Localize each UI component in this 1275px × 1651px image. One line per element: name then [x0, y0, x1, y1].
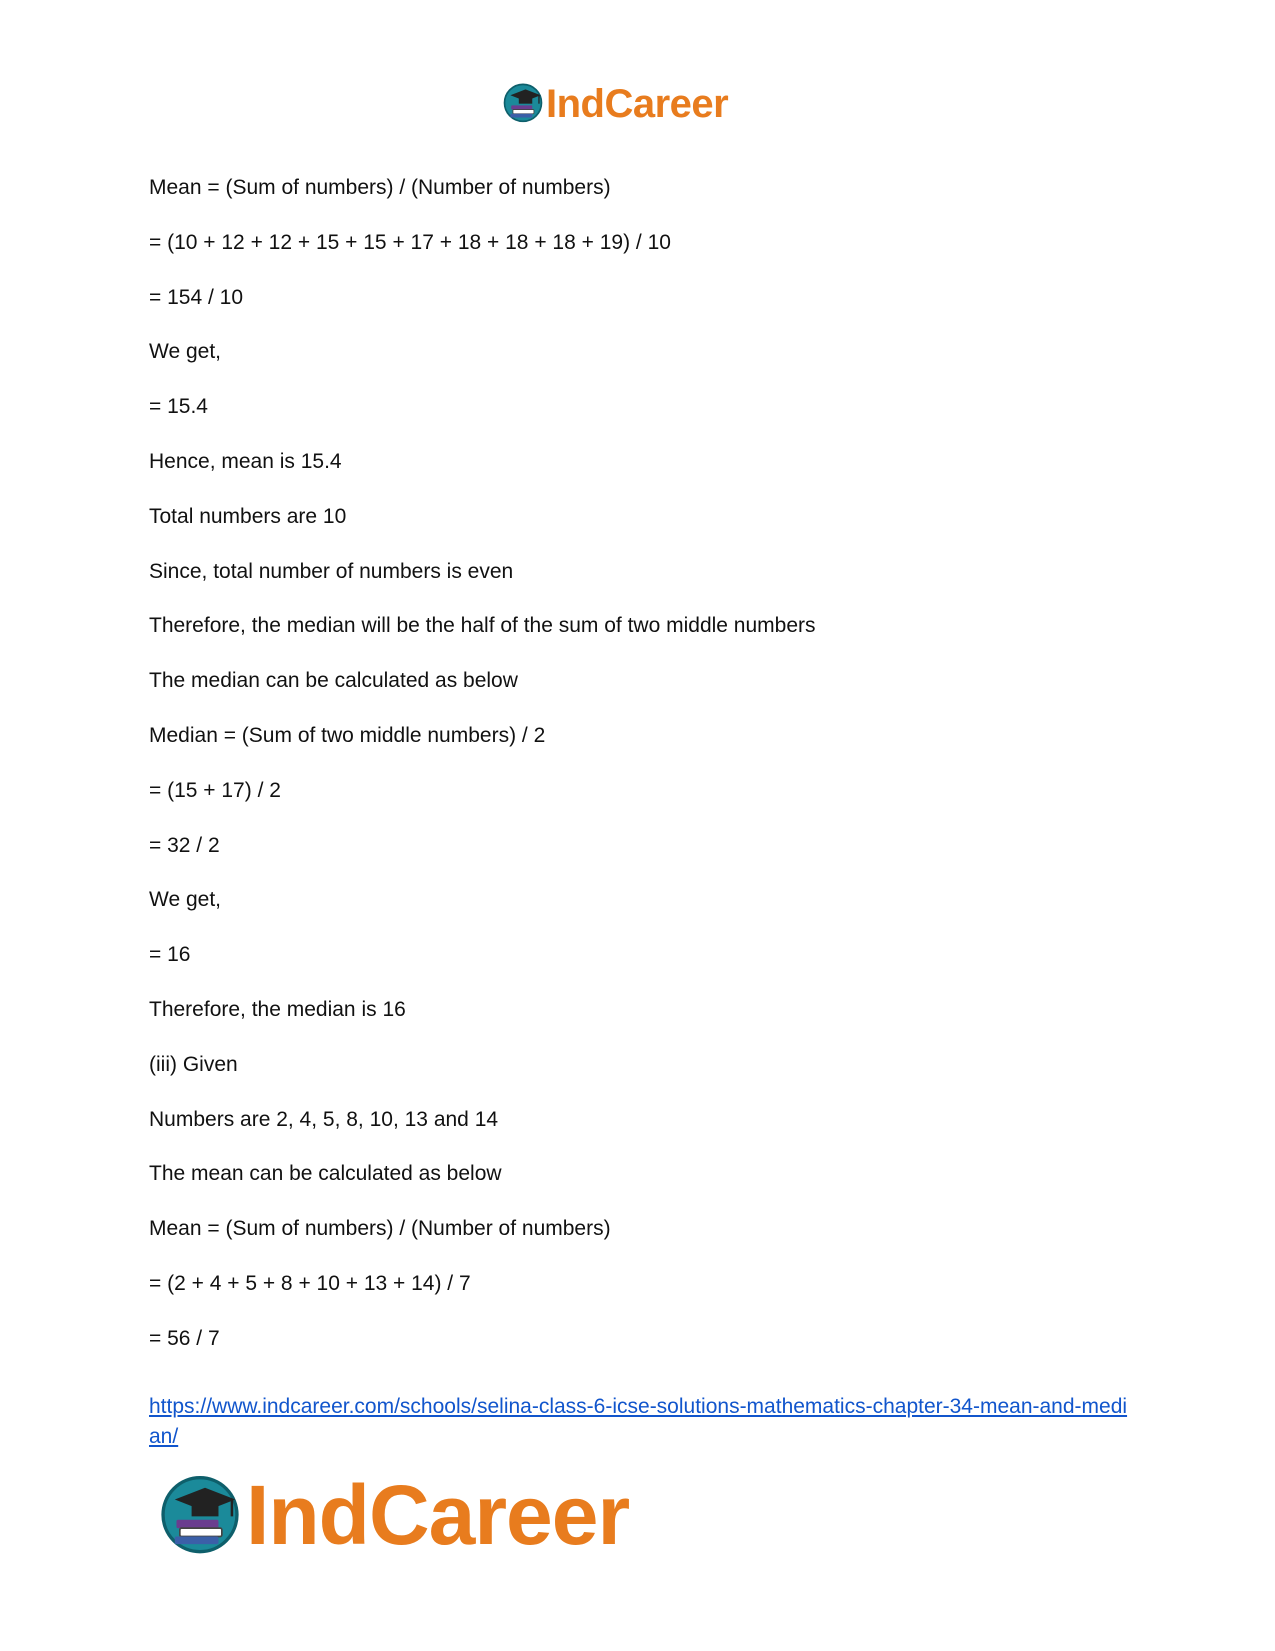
text-line: = 154 / 10 [149, 285, 243, 309]
graduation-cap-books-icon [158, 1471, 242, 1560]
text-line: = 15.4 [149, 395, 208, 419]
text-line: Mean = (Sum of numbers) / (Number of numbers) [149, 176, 611, 199]
source-link[interactable]: https://www.indcareer.com/schools/selina-class-6-icse-solutions-mathematics-chapter-34-mean-and-median/ [149, 1395, 1128, 1448]
text-line: = 32 / 2 [149, 833, 220, 857]
text-line: Numbers are 2, 4, 5, 8, 10, 13 and 14 [149, 1107, 499, 1131]
text-line: Mean = (Sum of numbers) / (Number of numbers) [149, 1217, 611, 1241]
text-line: = (10 + 12 + 12 + 15 + 15 + 17 + 18 + 18 + 18 + 19) / 10 [149, 230, 671, 254]
text-line: Since, total number of numbers is even [149, 559, 514, 583]
text-line: (iii) Given [149, 1052, 238, 1076]
text-line: = 56 / 7 [149, 1326, 220, 1350]
text-line: The median can be calculated as below [149, 669, 518, 693]
header-logo [502, 80, 728, 128]
text-line: Median = (Sum of two middle numbers) / 2 [149, 723, 546, 747]
text-line: Total numbers are 10 [149, 504, 347, 528]
text-line: We get, [149, 340, 221, 364]
text-line: We get, [149, 888, 221, 912]
text-line: = 16 [149, 943, 191, 967]
logo-wordmark: IndCareer [246, 1467, 630, 1562]
text-line: Therefore, the median will be the half of the sum of two middle numbers [149, 614, 816, 638]
text-line: = (15 + 17) / 2 [149, 778, 281, 802]
document-body [149, 175, 1129, 1381]
footer-logo [158, 1465, 629, 1565]
logo-wordmark: IndCareer [546, 81, 729, 126]
graduation-cap-books-icon [502, 81, 544, 128]
text-line: The mean can be calculated as below [149, 1162, 502, 1186]
text-line: = (2 + 4 + 5 + 8 + 10 + 13 + 14) / 7 [149, 1271, 471, 1295]
text-line: Hence, mean is 15.4 [149, 449, 342, 473]
text-line: Therefore, the median is 16 [149, 997, 406, 1021]
